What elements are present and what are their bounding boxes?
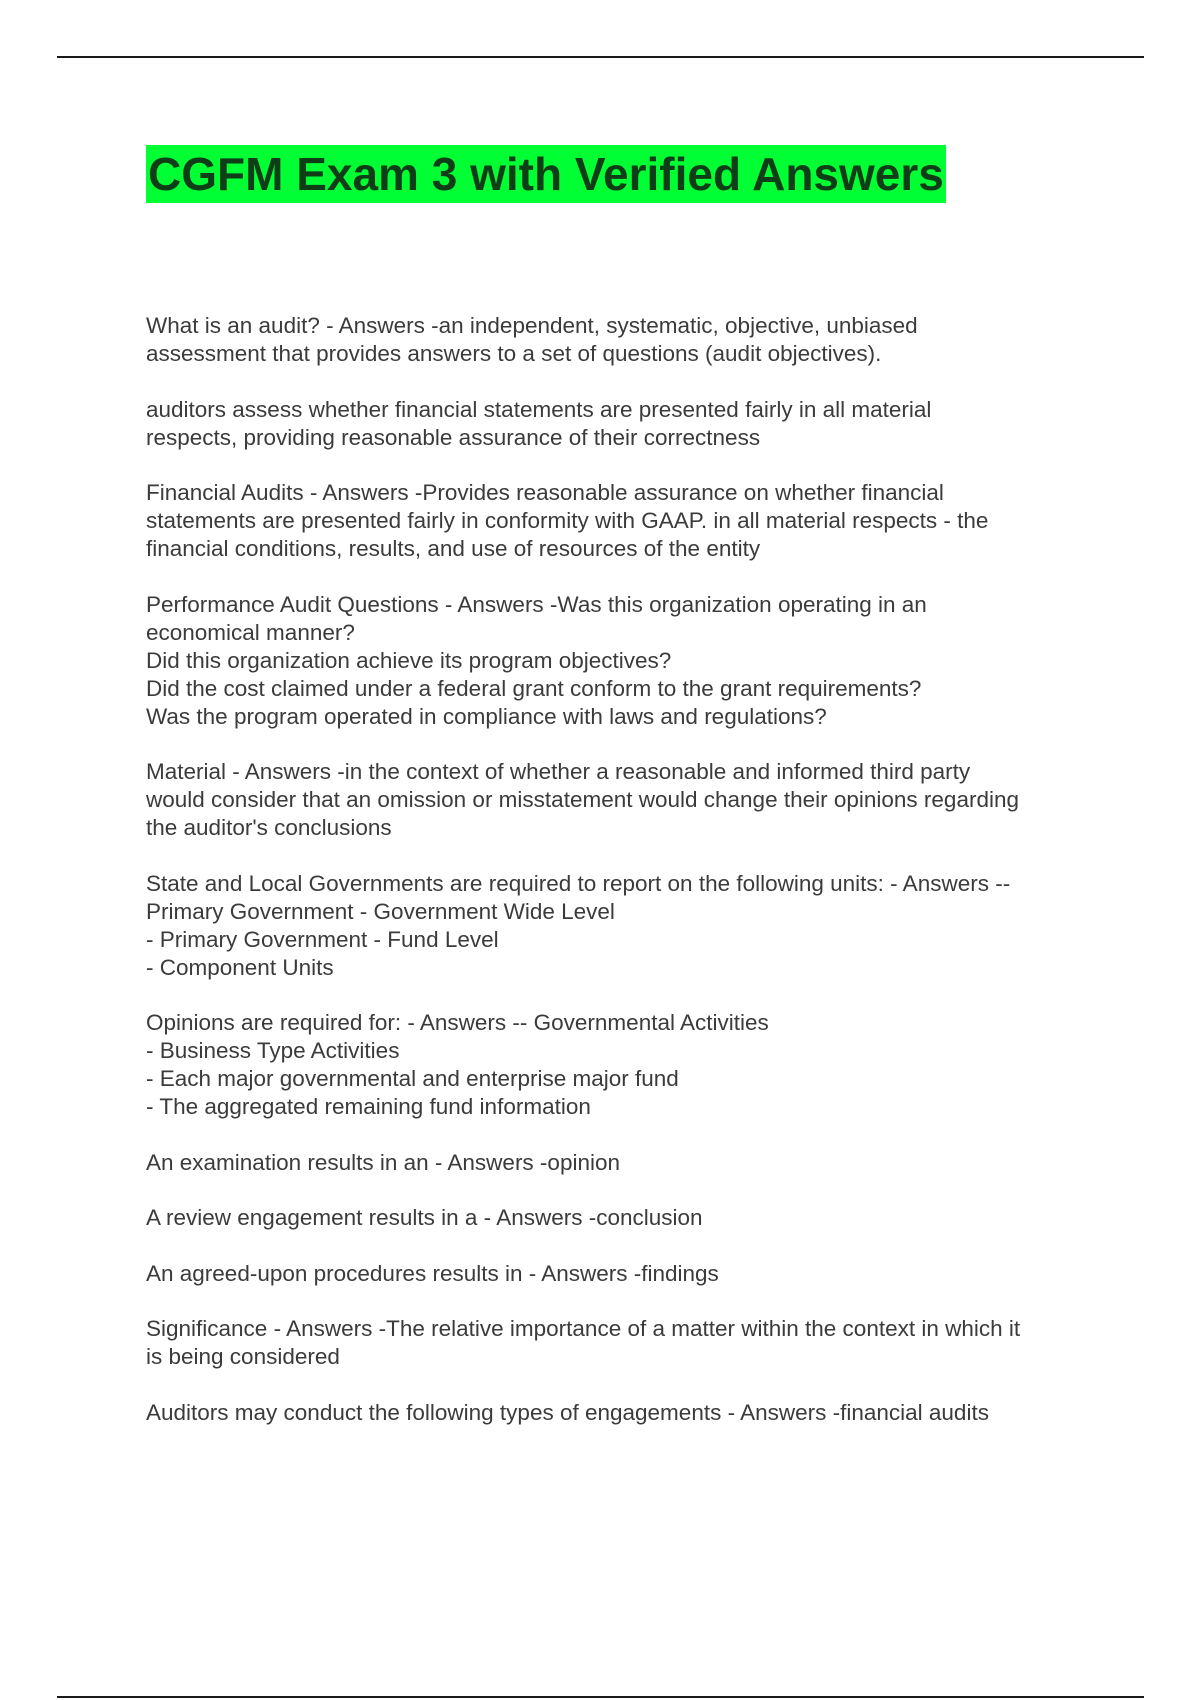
qa-line: is being considered [146, 1344, 340, 1369]
qa-line: A review engagement results in a - Answers -conclusion [146, 1205, 703, 1230]
qa-line: Did this organization achieve its program objectives? [146, 647, 672, 673]
qa-block [146, 1399, 1146, 1427]
qa-line: Material - Answers -in the context of whether a reasonable and informed third party [146, 759, 971, 784]
qa-block [146, 1315, 1146, 1371]
qa-line: - The aggregated remaining fund information [146, 1094, 591, 1119]
qa-block [146, 396, 1146, 452]
top-rule [57, 56, 1144, 58]
qa-line: Was the program operated in compliance with laws and regulations? [146, 703, 827, 729]
qa-line: What is an audit? - Answers -an independent, systematic, objective, unbiased [146, 313, 918, 338]
qa-line: financial conditions, results, and use of resources of the entity [146, 536, 761, 561]
qa-block [146, 1260, 1146, 1288]
qa-line: auditors assess whether financial statements are presented fairly in all material [146, 396, 932, 422]
qa-block [146, 1009, 1146, 1121]
qa-line: Financial Audits - Answers -Provides reasonable assurance on whether financial [146, 480, 944, 505]
qa-line: An agreed-upon procedures results in - Answers -findings [146, 1260, 719, 1286]
qa-line: economical manner? [146, 619, 355, 645]
page-title: CGFM Exam 3 with Verified Answers [146, 145, 946, 203]
qa-block [146, 1204, 1146, 1232]
qa-block [146, 758, 1146, 842]
qa-block [146, 591, 1146, 731]
qa-line: Opinions are required for: - Answers -- Governmental Activities [146, 1010, 769, 1035]
qa-line: - Each major governmental and enterprise major fund [146, 1066, 679, 1091]
qa-line: State and Local Governments are required to report on the following units: - Answers -- [146, 870, 1011, 896]
qa-line: statements are presented fairly in conformity with GAAP. in all material respects - the [146, 508, 989, 533]
qa-line: Primary Government - Government Wide Level [146, 898, 615, 924]
bottom-rule [57, 1696, 1144, 1698]
qa-line: - Business Type Activities [146, 1038, 400, 1063]
qa-line: Auditors may conduct the following types of engagements - Answers -financial audits [146, 1399, 989, 1425]
qa-content [146, 312, 1146, 1454]
qa-line: - Component Units [146, 954, 334, 980]
qa-line: An examination results in an - Answers -opinion [146, 1149, 620, 1175]
qa-line: Did the cost claimed under a federal grant conform to the grant requirements? [146, 675, 922, 701]
qa-line: Performance Audit Questions - Answers -Was this organization operating in an [146, 591, 927, 617]
qa-line: would consider that an omission or misstatement would change their opinions regarding [146, 787, 1019, 812]
qa-line: - Primary Government - Fund Level [146, 926, 499, 952]
qa-line: assessment that provides answers to a set of questions (audit objectives). [146, 341, 882, 366]
title-container [146, 145, 946, 203]
qa-line: respects, providing reasonable assurance of their correctness [146, 424, 761, 450]
qa-line: Significance - Answers -The relative importance of a matter within the context in which it [146, 1316, 1021, 1341]
qa-block [146, 870, 1146, 982]
qa-line: the auditor's conclusions [146, 815, 392, 840]
qa-block [146, 1149, 1146, 1177]
qa-block [146, 479, 1146, 563]
qa-block [146, 312, 1146, 368]
